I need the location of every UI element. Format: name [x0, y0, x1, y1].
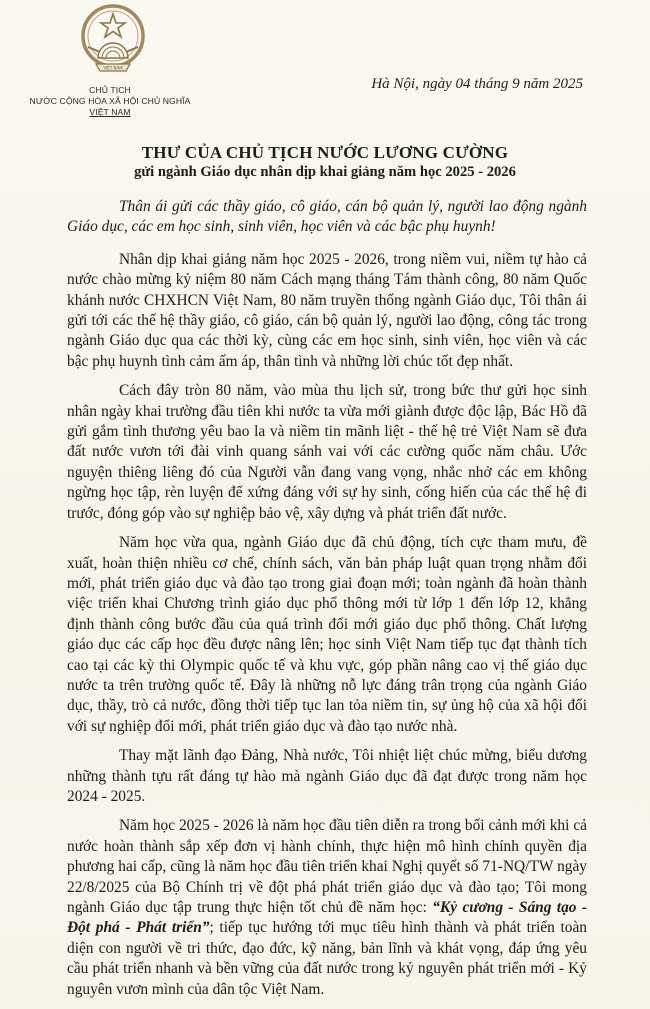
paragraph-5	[67, 816, 587, 1000]
issuer-title: CHỦ TỊCH	[89, 85, 131, 95]
svg-text:VIỆT NAM: VIỆT NAM	[103, 65, 123, 71]
issuer-block	[10, 85, 210, 118]
national-emblem-icon	[78, 2, 148, 78]
paragraph-1: Nhân dịp khai giảng năm học 2025 - 2026, trong niềm vui, niềm tự hào cả nước chào mừng kỷ niệm 80 năm Cách mạng tháng Tám thành công, 80 năm Quốc khánh nước CHXHCN Việt Nam, 80 năm truyền thống ngành Giáo dục, Tôi thân ái gửi tới các thế hệ thầy giáo, cô giáo, cán bộ quản lý, người lao động, công tác trong ngành Giáo dục qua các thời kỳ, cùng các em học sinh, sinh viên, học viên và các bậc phụ huynh tình cảm ấm áp, thân tình và những lời chúc tốt đẹp nhất.	[67, 250, 587, 370]
paragraph-3: Năm học vừa qua, ngành Giáo dục đã chủ động, tích cực tham mưu, đề xuất, hoàn thiện nhiều cơ chế, chính sách, văn bản pháp luật quan trọng nhằm đổi mới, phát triển giáo dục và đào tạo trong giai đoạn mới; toàn ngành đã hoàn thành việc triển khai Chương trình giáo dục phổ thông mới từ lớp 1 đến lớp 12, khẳng định thành công bước đầu của quá trình đổi mới giáo dục phổ thông. Chất lượng giáo dục các cấp học đều được nâng lên; học sinh Việt Nam tiếp tục đạt thành tích cao tại các kỳ thi Olympic quốc tế và khu vực, góp phần nâng cao vị thế giáo dục nước ta trên trường quốc tế. Đây là những nỗ lực đáng trân trọng của ngành Giáo dục, thầy, trò cả nước, đồng thời tiếp tục lan tỏa niềm tin, sự ủng hộ của xã hội đối với sự nghiệp đổi mới, phát triển giáo dục và đào tạo nước nhà.	[67, 534, 587, 735]
greeting: Thân ái gửi các thầy giáo, cô giáo, cán bộ quản lý, người lao động ngành Giáo dục, các em học sinh, sinh viên, học viên và các bậc phụ huynh!	[67, 198, 587, 236]
paragraph-2: Cách đây tròn 80 năm, vào mùa thu lịch sử, trong bức thư gửi học sinh nhân ngày khai trường đầu tiên khi nước ta vừa mới giành được độc lập, Bác Hồ đã gửi gắm tình thương yêu bao la và niềm tin mãnh liệt - thế hệ trẻ Việt Nam sẽ đưa đất nước vươn tới đài vinh quang sánh vai với các cường quốc năm châu. Ước nguyện thiêng liêng đó của Người vẫn đang vang vọng, nhắc nhở các em không ngừng học tập, rèn luyện để xứng đáng với sự hy sinh, cống hiến của các thế hệ đi trước, đóng góp vào sự nghiệp bảo vệ, xây dựng và phát triển đất nước.	[67, 382, 587, 522]
issuer-state-name: NƯỚC CỘNG HÒA XÃ HỘI CHỦ NGHĨA	[29, 96, 191, 106]
paragraph-5-tail: ; tiếp tục hướng tới mục tiêu hình thành và phát triển toàn diện con người về tri thức, đạo đức, kỹ năng, bản lĩnh và khát vọng, đáp ứng yêu cầu phát triển nhanh và bền vững của đất nước trong kỷ nguyên phát triển mới - Kỷ nguyên vươn mình của dân tộc Việt Nam.	[67, 919, 587, 998]
date-location: Hà Nội, ngày 04 tháng 9 năm 2025	[371, 76, 583, 92]
letter-title: THƯ CỦA CHỦ TỊCH NƯỚC LƯƠNG CƯỜNG	[141, 143, 509, 162]
issuer-country: VIỆT NAM	[89, 107, 131, 117]
school-year-motto: “Kỷ cương - Sáng tạo - Đột phá - Phát triển”	[67, 899, 587, 937]
letter-subtitle: gửi ngành Giáo dục nhân dịp khai giảng năm học 2025 - 2026	[134, 164, 516, 180]
paragraph-5-lead: Năm học 2025 - 2026 là năm học đầu tiên diễn ra trong bối cảnh mới khi cả nước hoàn thành sắp xếp đơn vị hành chính, thực hiện mô hình chính quyền địa phương hai cấp, cũng là năm học đầu tiên triển khai Nghị quyết số 71-NQ/TW ngày 22/8/2025 của Bộ Chính trị về đột phá phát triển giáo dục và đào tạo; Tôi mong ngành Giáo dục tập trung thực hiện tốt chủ đề năm học:	[67, 817, 587, 916]
letter-body	[67, 197, 587, 1009]
paragraph-4: Thay mặt lãnh đạo Đảng, Nhà nước, Tôi nhiệt liệt chúc mừng, biểu dương những thành tựu rất đáng tự hào mà ngành Giáo dục đã đạt được trong năm học 2024 - 2025.	[67, 747, 587, 805]
